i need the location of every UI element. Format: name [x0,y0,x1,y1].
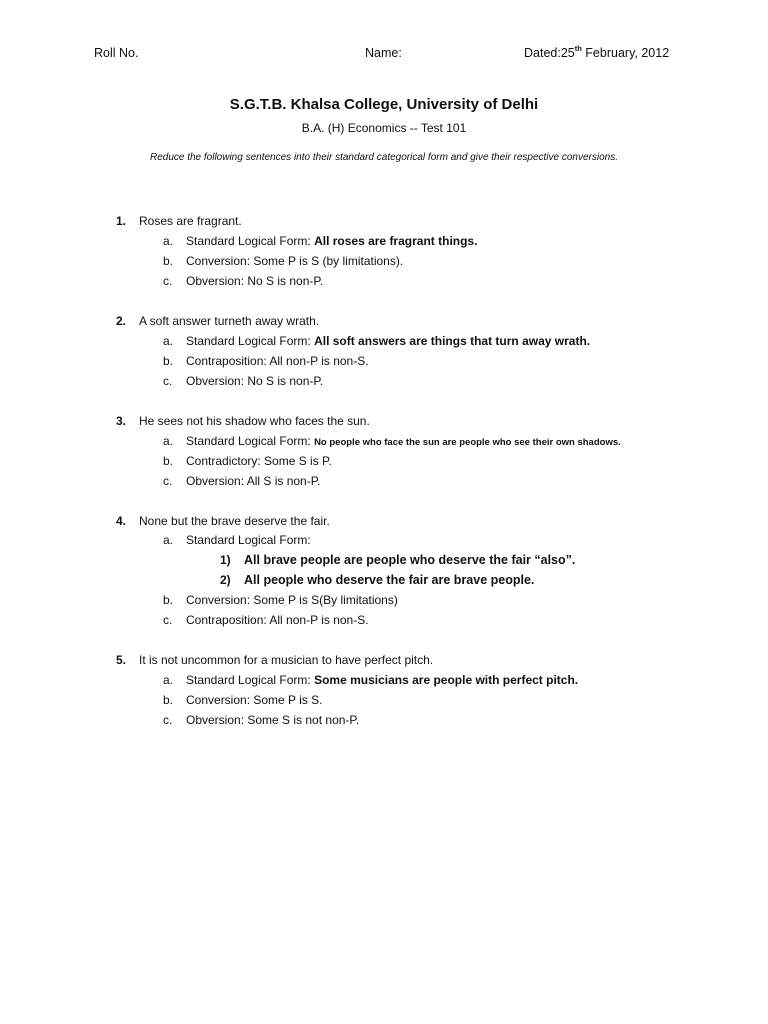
answer-letter: b. [163,354,174,368]
name-label: Name: [365,46,402,60]
question-text: It is not uncommon for a musician to have perfect pitch. [139,653,434,667]
answer-letter: c. [163,374,173,388]
date-prefix: Dated:25 [524,46,575,60]
date-label [524,46,669,60]
page-title: S.G.T.B. Khalsa College, University of Delhi [229,96,539,113]
question-text: Roses are fragrant. [139,214,242,228]
answer-letter: a. [163,533,174,547]
answer-label: Standard Logical Form: [186,234,315,248]
answer-conversion: Conversion: Some P is S(By limitations) [186,593,398,607]
date-superscript: th [574,44,582,53]
answer-standard-form [186,434,621,448]
sub-answer-text: All people who deserve the fair are brave people. [244,573,535,587]
sub-answer-number: 2) [220,573,231,587]
answer-label: Standard Logical Form: [186,673,315,687]
roll-no-label: Roll No. [94,46,139,60]
sub-answer-number: 1) [220,553,231,567]
answer-letter: b. [163,254,174,268]
question-number: 3. [116,414,127,428]
answer-contraposition: Contraposition: All non-P is non-S. [186,354,369,368]
answer-letter: a. [163,234,174,248]
answer-letter: c. [163,274,173,288]
question-number: 4. [116,514,127,528]
answer-letter: c. [163,474,173,488]
sub-answer-text: All brave people are people who deserve the fair “also”. [244,553,576,567]
answer-letter: b. [163,593,174,607]
question-text: None but the brave deserve the fair. [139,514,330,528]
instruction-text: Reduce the following sentences into their standard categorical form and give their respective conversions. [149,152,619,163]
answer-conversion: Conversion: Some P is S (by limitations). [186,254,404,268]
date-suffix: February, 2012 [581,46,670,60]
answer-value: All roses are fragrant things. [314,234,478,248]
answer-label: Standard Logical Form: [186,334,315,348]
answer-obversion: Obversion: Some S is not non-P. [186,713,360,727]
answer-value: All soft answers are things that turn away wrath. [314,334,591,348]
question-text: He sees not his shadow who faces the sun. [139,414,370,428]
answer-standard-form [186,234,477,248]
answer-standard-form [186,334,590,348]
answer-letter: a. [163,434,174,448]
question-number: 2. [116,314,127,328]
page-subtitle: B.A. (H) Economics -- Test 101 [301,121,467,135]
question-number: 5. [116,653,127,667]
answer-value: Some musicians are people with perfect pitch. [314,673,579,687]
answer-standard-form: Standard Logical Form: [186,533,311,547]
answer-letter: a. [163,673,174,687]
answer-value: No people who face the sun are people who see their own shadows. [314,437,621,448]
answer-letter: c. [163,613,173,627]
answer-obversion: Obversion: No S is non-P. [186,374,324,388]
answer-letter: a. [163,334,174,348]
answer-label: Standard Logical Form: [186,434,315,448]
answer-obversion: Obversion: All S is non-P. [186,474,321,488]
answer-letter: b. [163,454,174,468]
answer-conversion: Conversion: Some P is S. [186,693,323,707]
answer-letter: b. [163,693,174,707]
answer-letter: c. [163,713,173,727]
answer-contraposition: Contraposition: All non-P is non-S. [186,613,369,627]
question-number: 1. [116,214,127,228]
question-text: A soft answer turneth away wrath. [139,314,320,328]
answer-obversion: Obversion: No S is non-P. [186,274,324,288]
answer-contradictory: Contradictory: Some S is P. [186,454,332,468]
answer-standard-form [186,673,578,687]
